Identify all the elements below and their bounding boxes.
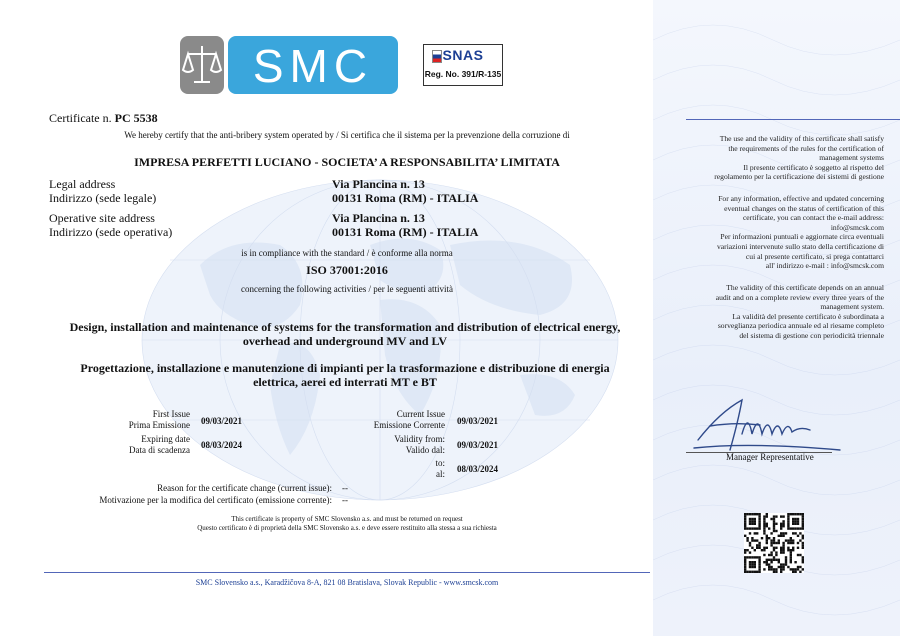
certificate-number: PC 5538 [114,111,158,125]
property-notice-en: This certificate is property of SMC Slovensko a.s. and must be returned on request [231,515,463,523]
sidebar-p2-line: eventual changes on the status of certification of this [724,203,884,213]
validity-from-label-en: Validity from: [394,434,445,444]
sidebar-top-divider [686,119,900,120]
current-issue-labels [330,409,445,431]
sidebar-p1-line: management systems [819,153,884,163]
sidebar-p2-line: Per informazioni puntuali e aggiornate circa eventuali [720,232,884,242]
validity-to-date: 08/03/2024 [457,464,499,474]
sidebar-p3-line: sorveglianza periodica annuale ed al riesame completo [717,321,884,331]
scope-en-line1: Design, installation and maintenance of systems for the transformation and distribution of electrical energy, [69,320,621,334]
snas-accreditation-mark [423,44,503,86]
scope-it-line1: Progettazione, installazione e manutenzione di impianti per la trasformazione e distribuzione di energia [80,361,610,375]
validity-to-label-en: to: [435,458,445,468]
sidebar-p2-line: info@smcsk.com [830,222,884,232]
sidebar-paragraph-3 [672,283,884,341]
site-address-label-en: Operative site address [49,211,155,225]
sidebar-p2-line: certificate, you can contact the e-mail address: [742,213,884,223]
validity-from-labels [330,434,445,456]
validity-from-date: 09/03/2021 [457,440,499,450]
scope-italian [30,361,660,389]
change-reason-it-label: Motivazione per la modifica del certificato (emissione corrente): [99,495,332,505]
first-issue-label-en: First Issue [152,409,190,419]
property-notice-it: Questo certificato è di proprietà della SMC Slovensko a.s. e deve essere restituito alla stessa a sua richiesta [197,524,497,532]
expiring-labels [80,434,190,456]
footer-address: SMC Slovensko a.s., Karadžičova 8-A, 821 08 Bratislava, Slovak Republic - www.smcsk.com [195,578,499,587]
sidebar-p3-line: La validità del presente certificato è subordinata a [732,311,884,321]
sidebar-p2-line: variazioni intervenute sullo stato della certificazione di [717,241,884,251]
compliance-text: is in compliance with the standard / è conforme alla norma [241,248,453,258]
validity-to-labels [330,458,445,480]
scope-en-line2: overhead and underground MV and LV [242,334,448,348]
site-address-line1: Via Plancina n. 13 [332,211,425,225]
legal-address-label-en: Legal address [49,177,116,191]
current-issue-date: 09/03/2021 [457,416,499,426]
change-reason-en-label: Reason for the certificate change (current issue): [157,483,332,493]
sidebar-p1-line: The use and the validity of this certificate shall satisfy [719,134,884,143]
legal-address-label-it: Indirizzo (sede legale) [49,191,157,205]
legal-address-line2: 00131 Roma (RM) - ITALIA [332,191,479,205]
sidebar-p1-line: regolamento per la certificazione dei sistemi di gestione [714,172,884,182]
snas-flag-icon [432,50,442,63]
smc-logo [180,36,400,94]
sidebar-p3-line: audit and on a complete review every three years of the [715,292,884,302]
sidebar-paragraph-2 [672,194,884,271]
site-address-label-it: Indirizzo (sede operativa) [49,225,173,239]
sidebar-p1-line: the requirements of the rules for the certification of [728,143,884,153]
company-name: IMPRESA PERFETTI LUCIANO - SOCIETA’ A RESPONSABILITA’ LIMITATA [134,155,560,169]
site-address-line2: 00131 Roma (RM) - ITALIA [332,225,479,239]
sidebar-p1-line: Il presente certificato è soggetto al rispetto del [743,162,884,172]
first-issue-label-it: Prima Emissione [128,420,190,430]
first-issue-date: 09/03/2021 [201,416,243,426]
change-reason-en-value: -- [342,483,348,493]
certificate-number-label: Certificate n. [49,111,112,125]
signature-caption: Manager Representative [726,452,814,462]
validity-to-label-it: al: [436,469,445,479]
validity-from-label-it: Valido dal: [405,445,445,455]
current-issue-label-it: Emissione Corrente [373,420,445,430]
certification-intro: We hereby certify that the anti-bribery system operated by / Si certifica che il sistema per la prevenzione della corruzione di [124,130,570,140]
sidebar-paragraph-1 [672,134,884,182]
signature-graphic [690,392,850,457]
legal-address-line1: Via Plancina n. 13 [332,177,425,191]
first-issue-labels [80,409,190,431]
scope-english [30,320,660,348]
expiring-label-en: Expiring date [141,434,190,444]
certificate-number-row [49,111,158,126]
footer-divider [44,572,650,573]
change-reason-it-value: -- [342,495,348,505]
sidebar-p2-line: cui al presente certificato, si prega contattarci [745,251,884,261]
expiring-date: 08/03/2024 [201,440,243,450]
sidebar-p3-line: The validity of this certificate depends on an annual [726,283,884,292]
smc-logo-text: SMC [252,40,374,92]
current-issue-label-en: Current Issue [396,409,445,419]
snas-brand: SNAS [442,47,484,63]
sidebar-p3-line: management system. [820,302,884,312]
sidebar-p2-line: For any information, effective and updated concerning [718,194,884,203]
activities-intro: concerning the following activities / per le seguenti attività [241,284,453,294]
sidebar-p2-line: all' indirizzo e-mail : info@smcsk.com [765,261,884,271]
scope-it-line2: elettrica, aerei ed interrati MT e BT [253,375,437,389]
sidebar-p3-line: del sistema di gestione con periodicità triennale [739,330,884,340]
property-notice [44,515,650,533]
standard-name: ISO 37001:2016 [306,263,388,277]
expiring-label-it: Data di scadenza [129,445,190,455]
snas-reg-no: Reg. No. 391/R-135 [424,69,502,79]
qr-code-icon [744,513,804,573]
